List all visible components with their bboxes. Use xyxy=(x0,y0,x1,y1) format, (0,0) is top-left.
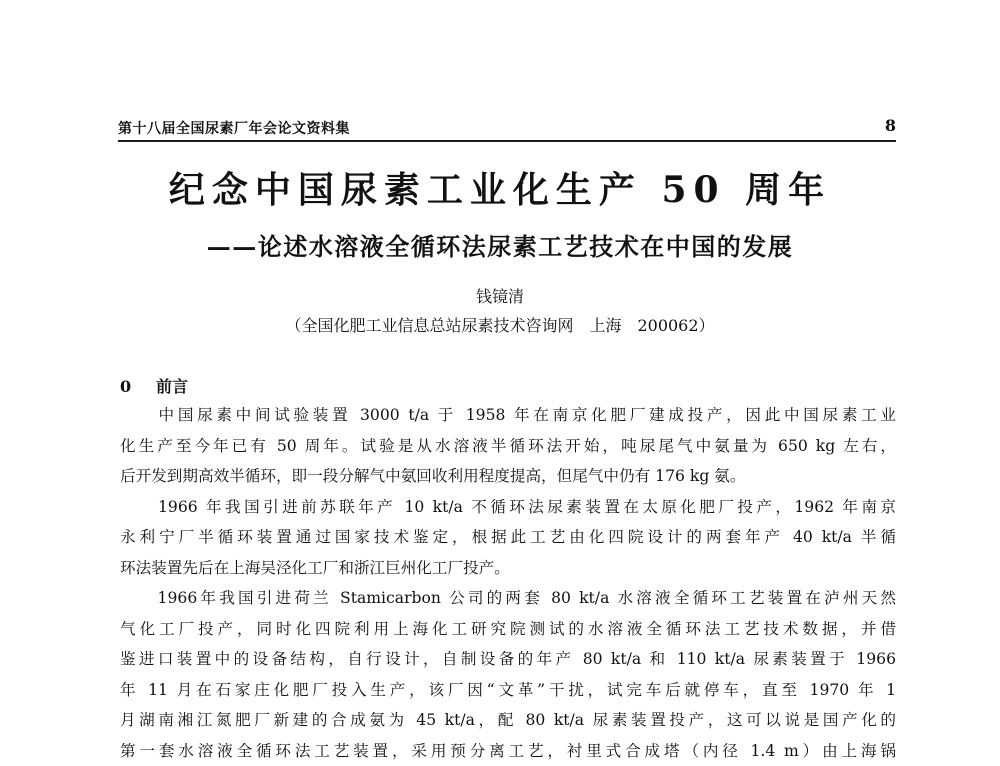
body-line: 永利宁厂半循环装置通过国家技术鉴定，根据此工艺由化四院设计的两套年产 40 kt/a 半循 xyxy=(120,522,896,553)
body-line: 鉴进口装置中的设备结构，自行设计，自制设备的年产 80 kt/a 和 110 kt/a 尿素装置于 1966 xyxy=(120,644,896,675)
body-line: 年 11 月在石家庄化肥厂投入生产，该厂因“文革”干扰，试完车后就停车，直至 1970 年 1 xyxy=(120,675,896,706)
section-title: 前言 xyxy=(156,377,188,396)
section-number: 0 xyxy=(120,377,156,396)
body-line: 1966年我国引进荷兰 Stamicarbon 公司的两套 80 kt/a 水溶液全循环工艺装置在泸州天然 xyxy=(120,583,896,614)
author-name: 钱镜清 xyxy=(0,284,1000,307)
running-head xyxy=(118,116,896,142)
body-line: 1966 年我国引进前苏联年产 10 kt/a 不循环法尿素装置在太原化肥厂投产，1962 年南京 xyxy=(120,492,896,523)
page-number: 8 xyxy=(885,116,896,135)
author-affiliation: （全国化肥工业信息总站尿素技术咨询网 上海 200062） xyxy=(0,313,1000,336)
section-heading xyxy=(120,374,188,397)
body-line: 中国尿素中间试验装置 3000 t/a 于 1958 年在南京化肥厂建成投产，因此中国尿素工业 xyxy=(120,400,896,431)
body-line: 化生产至今年已有 50 周年。试验是从水溶液半循环法开始，吨尿尾气中氨量为 650 kg 左右， xyxy=(120,431,896,462)
body-line: 环法装置先后在上海吴泾化工厂和浙江巨州化工厂投产。 xyxy=(120,553,896,584)
body-line: 第一套水溶液全循环法工艺装置，采用预分离工艺，衬里式合成塔（内径 1.4 m）由上海锅 xyxy=(120,736,896,766)
body-line: 月湖南湘江氮肥厂新建的合成氨为 45 kt/a，配 80 kt/a 尿素装置投产，这可以说是国产化的 xyxy=(120,705,896,736)
paper-title: 纪念中国尿素工业化生产 50 周年 xyxy=(0,162,1000,213)
body-line: 气化工厂投产，同时化四院利用上海化工研究院测试的水溶液全循环法工艺技术数据，并借 xyxy=(120,614,896,645)
body-line: 后开发到期高效半循环，即一段分解气中氨回收利用程度提高，但尾气中仍有 176 kg 氨。 xyxy=(120,461,896,492)
journal-name: 第十八届全国尿素厂年会论文资料集 xyxy=(118,118,350,138)
body-text xyxy=(120,400,896,766)
paper-subtitle: ——论述水溶液全循环法尿素工艺技术在中国的发展 xyxy=(0,227,1000,262)
